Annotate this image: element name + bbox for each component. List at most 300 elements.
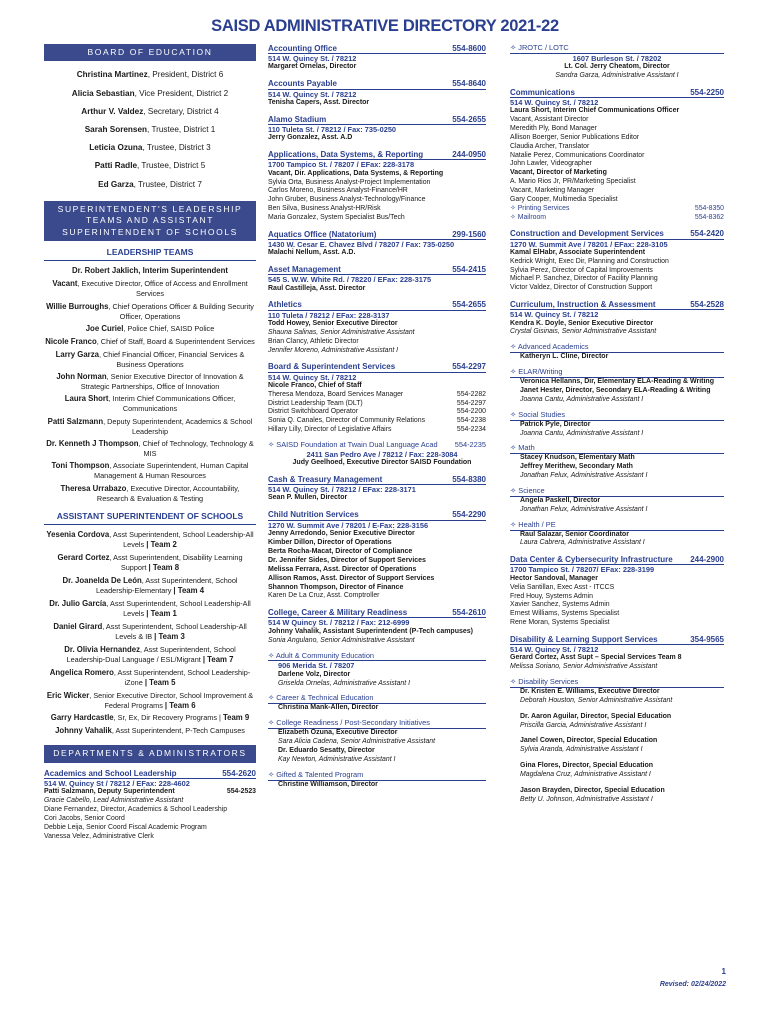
entry-line: [520, 697, 724, 706]
bullet-icon: ✧: [268, 769, 275, 779]
entry-text: Debbie Leija, Senior Coord Fiscal Academic Program: [44, 823, 207, 831]
entry-text: Cori Jacobs, Senior Coord: [44, 814, 125, 822]
dept-address: 514 W. Quincy St. / 78212: [510, 98, 599, 108]
sub-name: College Readiness / Post-Secondary Initiatives: [276, 718, 430, 728]
entry-text: District Switchboard Operator: [268, 408, 358, 416]
member-entry: [44, 324, 256, 334]
member-name: Leticia Ozuna: [89, 143, 143, 153]
entry-line: [510, 267, 724, 276]
member-role: , Executive Director, Office of Access and Enrollment Services: [77, 279, 248, 299]
member-team: | Team 7: [202, 654, 234, 664]
member-entry: [44, 279, 256, 298]
entry-text: Kimber Dillon, Director of Operations: [268, 538, 392, 546]
entry-text: Darlene Volz, Director: [278, 670, 351, 678]
member-entry: [44, 461, 256, 480]
sub-block: [510, 343, 724, 362]
dept-heading: [268, 300, 486, 310]
dept-phone: 554-8380: [452, 474, 486, 484]
dept-block: [268, 79, 486, 107]
entry-line: [520, 472, 724, 481]
entry-line: [268, 187, 486, 196]
entry-row: [268, 391, 486, 400]
dept-block: [268, 115, 486, 143]
entry-text: Raul Salazar, Senior Coordinator: [520, 530, 629, 538]
entry-line: [268, 285, 486, 294]
entry-text: District Leadership Team (DLT): [268, 399, 363, 407]
dept-block: [268, 265, 486, 293]
dept-block: [268, 150, 486, 223]
member-role: , Secretary, District 4: [143, 106, 219, 116]
dept-phone: 554-2620: [222, 768, 256, 778]
member-name: Patti Salzmann: [47, 416, 104, 426]
entry-line: [268, 134, 486, 143]
sub-block: [268, 652, 486, 689]
dept-heading: [510, 635, 724, 645]
entry-line: [268, 548, 486, 557]
member-role: , Senior Executive Director of Innovation & Strategic Partnerships, Office of Innovation: [80, 372, 244, 392]
sub-block: [510, 521, 724, 549]
sub-heading-left: [268, 770, 363, 779]
entry-text: Deborah Houston, Senior Administrative Assistant: [520, 696, 673, 704]
revised-date: Revised: 02/24/2022: [659, 981, 726, 988]
dept-block: [268, 300, 486, 355]
entry-line: [278, 781, 486, 790]
member-entry: [44, 668, 256, 688]
entry-left: [510, 214, 546, 223]
dept-heading: [268, 362, 486, 372]
sub-name: Career & Technical Education: [276, 693, 374, 703]
entry-text: Karen De La Cruz, Asst. Comptroller: [268, 592, 380, 600]
dept-block: [44, 769, 256, 842]
member-name: Alicia Sebastian: [71, 88, 135, 98]
entry-line: [510, 134, 724, 143]
sub-name: Science: [518, 485, 545, 495]
entry-text: Vacant, Director of Marketing: [510, 169, 607, 177]
entry-line: [520, 387, 724, 396]
dept-phone: 554-2290: [452, 510, 486, 520]
entry-line: [510, 619, 724, 628]
entry-text: Jenny Arredondo, Senior Executive Director: [268, 529, 415, 537]
entry-line: [510, 72, 724, 81]
dept-body: [510, 645, 724, 672]
bullet-icon: ✧: [510, 213, 516, 221]
member-name: Ed Garza: [98, 179, 134, 189]
column-right: [510, 44, 724, 805]
dept-heading: [268, 115, 486, 125]
entry-line: [510, 196, 724, 205]
entry-text: A. Mario Rios Jr, PR/Marketing Specialist: [510, 178, 636, 186]
member-name: Willie Burroughs: [46, 301, 109, 311]
sub-address: 2411 San Pedro Ave / 78212 / Fax: 228-3084: [306, 449, 458, 459]
entry-text: Carlos Moreno, Business Analyst-Finance/HR: [268, 187, 408, 195]
entry-line: [278, 747, 486, 756]
member-entry: [44, 302, 256, 321]
entry-line: [520, 497, 724, 506]
member-team: | Team 4: [173, 585, 205, 595]
member-role: , Trustee, District 3: [142, 143, 211, 153]
entry-line: [510, 178, 724, 187]
entry-line: [520, 463, 724, 472]
entry-line: [520, 396, 724, 405]
entry-text: Dr. Aaron Aguilar, Director, Special Education: [520, 712, 672, 720]
entry-line: [44, 815, 256, 824]
entry-phone: 554-2523: [226, 788, 256, 796]
sub-name: Gifted & Talented Program: [276, 769, 364, 779]
entry-line: [268, 179, 486, 188]
entry-text: Joanna Cantu, Administrative Assistant I: [520, 395, 644, 403]
dept-block: [510, 635, 724, 805]
sub-name: SAISD Foundation at Twain Dual Language Acad: [276, 439, 438, 449]
entry-text: Magdalena Cruz, Administrative Assistant I: [520, 771, 651, 779]
sub-body: [268, 729, 486, 765]
entry-line: [510, 654, 724, 663]
entry-text: Jonathan Felux, Administrative Assistant I: [520, 505, 648, 513]
entry-text: Ernest Williams, Systems Specialist: [510, 610, 620, 618]
sub-heading-left: [268, 718, 430, 727]
entry-text: Brian Clancy, Athletic Director: [268, 337, 359, 345]
entry-text: Lt. Col. Jerry Cheatom, Director: [564, 63, 670, 71]
dept-body: [268, 54, 486, 72]
member-role: , Asst Superintendent, P-Tech Campuses: [111, 726, 245, 736]
dept-body: [268, 373, 486, 435]
sub-heading-left: [510, 367, 563, 376]
member-role: , Asst Superintendent, Disability Learning Support: [109, 552, 243, 572]
dept-address: 514 W. Quincy St. / 78212: [510, 310, 599, 320]
member-role: , Vice President, District 2: [134, 88, 229, 98]
entry-line: [268, 628, 486, 637]
entry-line: [268, 329, 486, 338]
entry-text: Gary Cooper, Multimedia Specialist: [510, 195, 618, 203]
dept-body: [268, 485, 486, 503]
dept-name: Disability & Learning Support Services: [510, 634, 658, 644]
entry-text: Rene Moran, Systems Specialist: [510, 619, 610, 626]
dept-name: Construction and Development Services: [510, 229, 664, 239]
entry-text: Vacant, Assistant Director: [510, 116, 589, 124]
member-entry: [44, 622, 256, 642]
entry-line: [44, 806, 256, 815]
entry-text: Shauna Salinas, Senior Administrative Assistant: [268, 328, 415, 336]
entry-text: Gerard Cortez, Asst Supt – Special Services Team 8: [510, 654, 682, 662]
entry-text: Allison Boerger, Senior Publications Editor: [510, 133, 640, 141]
entry-text: Veronica Hellanns, Dir, Elementary ELA-Reading & Writing: [520, 377, 714, 385]
bullet-icon: ✧: [268, 439, 275, 449]
entry-text: Gina Flores, Director, Special Education: [520, 762, 654, 770]
entry-text: Sylvia Orta, Business Analyst-Project Implementation: [268, 178, 431, 186]
entry-text: Sara Alicia Cadena, Senior Administrative Assistant: [278, 738, 436, 746]
bullet-icon: ✧: [510, 409, 517, 419]
member-name: Theresa Urrabazo: [60, 483, 127, 493]
entry-text: Meredith Ply, Bond Manager: [510, 125, 597, 133]
entry-line: [520, 353, 724, 362]
sub-heading-left: [510, 443, 535, 452]
entry-text: Kendra K. Doyle, Senior Executive Director: [510, 319, 654, 327]
entry-left: [44, 788, 175, 797]
member-team: | Team 2: [146, 539, 177, 549]
member-name: Dr. Robert Jaklich, Interim Superintendent: [72, 266, 228, 276]
entry-text: Jerry Gonzalez, Asst. A.D: [268, 134, 353, 142]
entry-line: [278, 729, 486, 738]
entry-line: [278, 671, 486, 680]
entry-line: [44, 824, 256, 833]
dept-phone: 554-2420: [690, 229, 724, 239]
entry-line: [268, 99, 486, 108]
dept-block: [268, 475, 486, 503]
sub-heading: [268, 694, 486, 704]
sub-heading: [510, 444, 724, 454]
dept-phone: 244-0950: [452, 150, 486, 160]
entry-phone: 554-2238: [456, 417, 486, 425]
entry-row: [268, 417, 486, 426]
entry-text: Ben Silva, Business Analyst-HR/Risk: [268, 205, 381, 213]
entry-text: Xavier Sanchez, Systems Admin: [510, 601, 610, 609]
entry-text: Johnny Vahalik, Assistant Superintendent (P-Tech campuses): [268, 627, 473, 635]
dept-body: [268, 521, 486, 602]
member-name: Dr. Joanelda De León: [62, 575, 142, 585]
entry-phone: 554-2297: [456, 399, 486, 407]
entry-text: Kedrick Wright, Exec Dir, Planning and Construction: [510, 257, 669, 265]
entry-line: [510, 143, 724, 152]
sub-body: [268, 704, 486, 713]
sub-heading-left: [510, 520, 556, 529]
dept-heading: [268, 475, 486, 485]
sub-name: Advanced Academics: [517, 342, 589, 352]
entry-line: [510, 663, 724, 672]
dept-address: 1270 W. Summit Ave / 78201 / EFax: 228-3105: [510, 239, 668, 249]
dept-name: Communications: [510, 87, 575, 97]
entry-text: Christina Mank-Allen, Director: [278, 704, 379, 712]
entry-line: [520, 378, 724, 387]
entry-line: [278, 756, 486, 765]
board-list: [44, 71, 256, 188]
member-role: , Chief Operations Officer & Building Security Officer, Operations: [108, 301, 254, 321]
entry-line: [510, 125, 724, 134]
spacer: [520, 780, 724, 787]
dept-body: [510, 98, 724, 222]
dept-phone: 554-8600: [452, 44, 486, 53]
dept-phone: 554-8640: [452, 79, 486, 89]
dept-address: 514 W. Quincy St / 78212 / EFax: 228-4602: [44, 779, 190, 789]
entry-text: Hillary Lilly, Director of Legislative Affairs: [268, 426, 392, 434]
dept-phone: 299-1560: [452, 229, 486, 239]
entry-text: Joanna Cantu, Administrative Assistant I: [520, 429, 644, 437]
sub-heading: [268, 441, 486, 450]
sub-heading-left: [510, 342, 589, 351]
sub-heading: [510, 487, 724, 497]
dept-block: [268, 362, 486, 468]
entry-line: [268, 539, 486, 548]
entry-phone: 554-2234: [456, 426, 486, 434]
dept-name: Data Center & Cybersecurity Infrastructure: [510, 555, 673, 565]
dept-body: [510, 54, 724, 81]
member-team: | Team 8: [148, 562, 180, 572]
sub-block: [510, 487, 724, 515]
member-entry: [44, 553, 256, 573]
dept-address: 1700 Tampico St. / 78207 / EFax: 228-3178: [268, 160, 415, 170]
board-heading: BOARD OF EDUCATION: [44, 44, 256, 61]
entry-line: [510, 116, 724, 125]
dept-subheading: [510, 44, 724, 54]
bullet-icon: ✧: [268, 693, 275, 703]
entry-text: Mailroom: [517, 213, 547, 221]
entry-line: [510, 249, 724, 258]
entry-line: [520, 787, 724, 796]
entry-line: [510, 63, 724, 72]
entry-line: [278, 459, 486, 468]
entry-text: Stacey Knudson, Elementary Math: [520, 454, 635, 462]
entry-left: [268, 400, 363, 409]
entry-text: Janel Cowen, Director, Special Education: [520, 737, 658, 745]
page-title: SAISD ADMINISTRATIVE DIRECTORY 2021-22: [211, 17, 559, 35]
entry-line: [268, 170, 486, 179]
entry-text: Sylvia Aranda, Administrative Assistant I: [520, 746, 643, 754]
sub-name: Adult & Community Education: [275, 650, 375, 660]
entry-line: [520, 430, 724, 439]
depts-heading: DEPARTMENTS & ADMINISTRATORS: [44, 745, 256, 762]
dept-heading: [510, 229, 724, 239]
entry-line: [268, 557, 486, 566]
member-entry: [44, 90, 256, 98]
dept-phone: 554-2655: [452, 300, 486, 310]
entry-text: Velia Santillan, Exec Asst - ITCCS: [510, 583, 615, 591]
entry-text: Crystal Gisinais, Senior Administrative Assistant: [510, 328, 657, 336]
entry-line: [278, 738, 486, 747]
dept-block: [268, 230, 486, 258]
dept-address: 1607 Burleson St. / 78202: [572, 53, 662, 63]
member-role: , Trustee, District 5: [137, 161, 206, 171]
member-name: Larry Garza: [55, 349, 99, 359]
member-entry: [44, 726, 256, 736]
dept-phone: 554-2297: [452, 362, 486, 372]
sub-heading: [268, 652, 486, 662]
entry-text: Vanessa Velez, Administrative Clerk: [44, 832, 154, 840]
member-role: , Asst Superintendent, School Leadership-iZone: [113, 667, 251, 687]
sub-block: [510, 411, 724, 439]
entry-row: [44, 788, 256, 797]
entry-line: [520, 746, 724, 755]
entry-text: Dr. Eduardo Sesatty, Director: [278, 746, 375, 754]
dept-heading: [268, 608, 486, 618]
member-role: , Trustee, District 7: [133, 179, 202, 189]
sub-heading: [510, 343, 724, 353]
entry-text: Sonia Angulano, Senior Administrative Assistant: [268, 636, 415, 644]
member-team: Team 9: [222, 713, 250, 723]
entry-text: Claudia Archer, Translator: [510, 142, 590, 150]
dept-address: 514 W. Quincy St. / 78212: [510, 645, 599, 655]
member-entry: [44, 372, 256, 391]
entry-text: Sonia Q. Canales, Director of Community Relations: [268, 417, 426, 425]
entry-text: Michael P. Sanchez, Director of Facility Planning: [510, 275, 658, 283]
sub-body: [268, 661, 486, 688]
dept-academics: [44, 769, 256, 842]
entry-line: [44, 833, 256, 842]
dept-phone: 554-2415: [452, 265, 486, 275]
dept-address: 514 W. Quincy St. / 78212: [268, 54, 357, 64]
bullet-icon: ✧: [510, 204, 516, 212]
entry-text: Diane Fernandez, Director, Academics & School Leadership: [44, 806, 228, 814]
entry-line: [520, 688, 724, 697]
member-entry: [44, 599, 256, 619]
dept-body: [510, 565, 724, 627]
sub-heading-left: [268, 651, 374, 660]
dept-address: 1430 W. Cesar E. Chavez Blvd / 78207 / Fax: 735-0250: [268, 239, 455, 249]
entry-text: Sylvia Perez, Director of Capital Improvements: [510, 266, 653, 274]
entry-text: Vacant, Dir. Applications, Data Systems, & Reporting: [268, 169, 444, 177]
entry-text: Laura Cabrera, Administrative Assistant I: [520, 539, 645, 547]
entry-row: [510, 214, 724, 223]
entry-left: [268, 417, 425, 426]
member-name: Toni Thompson: [51, 461, 110, 471]
member-entry: [44, 71, 256, 79]
entry-text: Kamal ElHabr, Associate Superintendent: [510, 248, 646, 256]
dept-phone: 244-2900: [690, 555, 724, 565]
dept-name: Child Nutrition Services: [268, 510, 359, 520]
member-entry: [44, 691, 256, 711]
entry-line: [268, 347, 486, 356]
entry-line: [520, 713, 724, 722]
entry-line: [510, 320, 724, 329]
member-entry: [44, 394, 256, 413]
bullet-icon: ✧: [268, 650, 275, 660]
entry-text: Jennifer Moreno, Administrative Assistant I: [268, 346, 399, 354]
entry-text: Margaret Ornelas, Director: [268, 63, 357, 71]
bullet-icon: ✧: [510, 677, 517, 687]
entry-text: Hector Sandoval, Manager: [510, 574, 598, 582]
entry-text: Fred Houy, Systems Admin: [510, 592, 593, 600]
dept-heading: [510, 88, 724, 98]
entry-text: Nicole Franco, Chief of Staff: [268, 381, 362, 389]
asst-heading: ASSISTANT SUPERINTENDENT OF SCHOOLS: [44, 511, 256, 525]
dept-heading: [268, 44, 486, 54]
entry-line: [520, 737, 724, 746]
bullet-icon: ✧: [510, 519, 517, 529]
dept-name: Cash & Treasury Management: [268, 474, 383, 484]
dept-name: Applications, Data Systems, & Reporting: [268, 150, 424, 160]
dept-name: Aquatics Office (Natatorium): [268, 229, 377, 239]
sub-name: ELAR/Writing: [518, 367, 563, 377]
entry-line: [520, 539, 724, 548]
sub-heading-left: [510, 410, 565, 419]
entry-text: Christine Williamson, Director: [278, 780, 378, 788]
entry-text: Betty U. Johnson, Administrative Assistant I: [520, 796, 653, 803]
member-entry: [44, 576, 256, 596]
entry-line: [268, 494, 486, 503]
member-name: Dr. Olivia Hernandez: [64, 644, 141, 654]
dept-heading: [44, 769, 256, 779]
sub-body: [268, 450, 486, 468]
entry-phone: 554-2282: [456, 390, 486, 398]
entry-text: Katheryn L. Cline, Director: [520, 353, 609, 361]
dept-name: Board & Superintendent Services: [268, 362, 396, 372]
dept-block: [510, 44, 724, 81]
entry-text: Dr. Jennifer Sides, Director of Support Services: [268, 556, 426, 564]
entry-line: [520, 531, 724, 540]
entry-text: Melissa Soriano, Senior Administrative Assistant: [510, 663, 658, 671]
sub-heading-left: [510, 486, 545, 495]
entry-row: [510, 205, 724, 214]
entry-text: Theresa Mendoza, Board Services Manager: [268, 390, 404, 398]
entry-line: [268, 205, 486, 214]
member-role: , Deputy Superintendent, Academics & School Leadership: [103, 416, 253, 436]
spacer: [520, 755, 724, 762]
sub-name: Social Studies: [518, 409, 566, 419]
column-left: [44, 44, 256, 841]
entry-line: [510, 284, 724, 293]
entry-phone: 554-2200: [456, 408, 486, 416]
member-entry: [44, 350, 256, 369]
entry-text: Shannon Thompson, Director of Finance: [268, 583, 404, 591]
entry-line: [510, 107, 724, 116]
dept-body: [268, 125, 486, 143]
